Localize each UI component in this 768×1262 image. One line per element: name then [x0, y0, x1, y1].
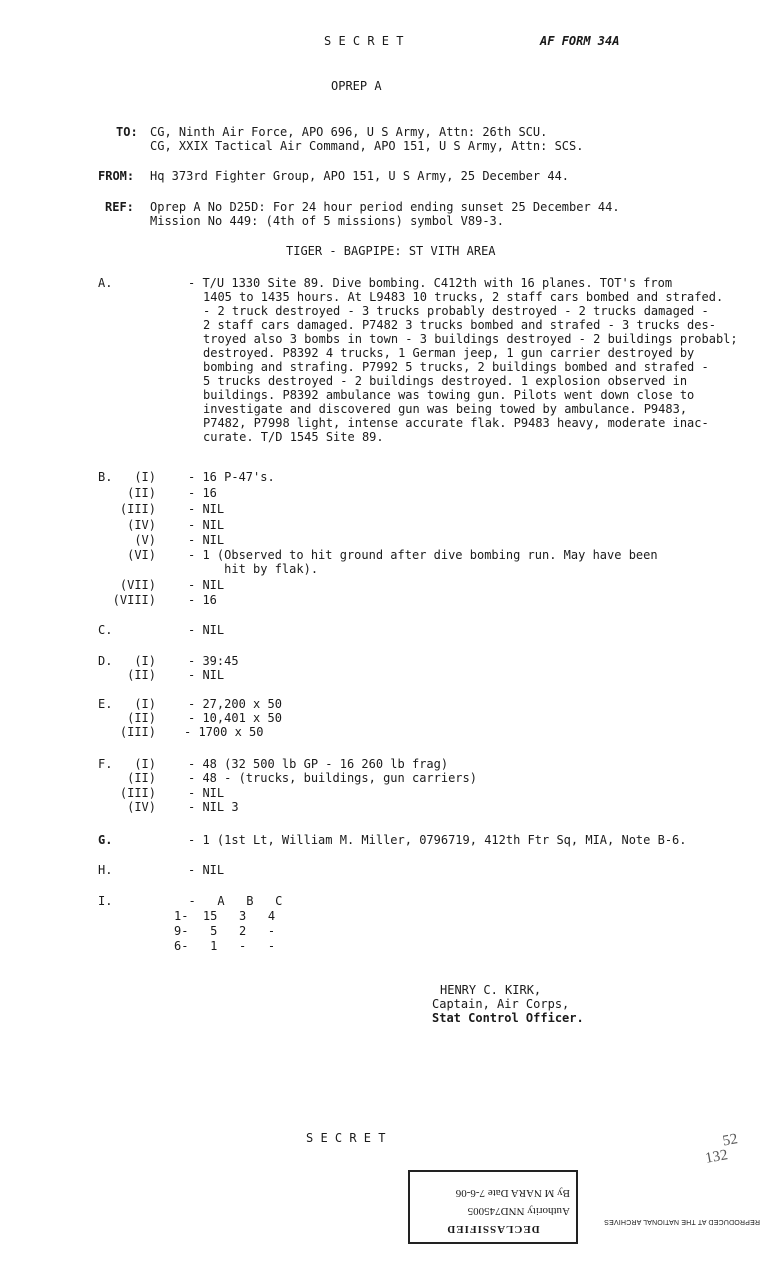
form-id: AF FORM 34A: [540, 34, 620, 48]
section-a-line: troyed also 3 bombs in town - 3 buildings destroyed - 2 buildings probabl;: [203, 332, 738, 346]
section-b-num: (VI): [127, 548, 156, 562]
section-d-label: D.: [98, 654, 113, 668]
classification-footer: S E C R E T: [306, 1131, 386, 1145]
section-a-line: buildings. P8392 ambulance was towing gun. Pilots went down close to: [203, 388, 695, 402]
section-e-num: (II): [127, 711, 156, 725]
section-b-num: (III): [119, 502, 156, 516]
section-b-text: - NIL: [188, 518, 225, 532]
section-b-num: (VIII): [112, 593, 156, 607]
section-i-row: 1- 15 3 4: [174, 909, 276, 923]
to-line-2: CG, XXIX Tactical Air Command, APO 151, U S Army, Attn: SCS.: [150, 139, 584, 153]
ref-label: REF:: [105, 200, 134, 214]
section-a-line: 2 staff cars damaged. P7482 3 trucks bombed and strafed - 3 trucks des-: [203, 318, 716, 332]
section-b-text: - NIL: [188, 533, 225, 547]
section-b-num: (I): [134, 470, 156, 484]
section-a-line: 5 trucks destroyed - 2 buildings destroyed. 1 explosion observed in: [203, 374, 688, 388]
section-b-text: hit by flak).: [188, 562, 319, 576]
section-a-line: 1405 to 1435 hours. At L9483 10 trucks, 2 staff cars bombed and strafed.: [203, 290, 724, 304]
page-number: 52: [721, 1131, 739, 1150]
section-e-num: (III): [119, 725, 156, 739]
section-b-text: - 16: [188, 486, 217, 500]
stamp-title: DECLASSIFIED: [446, 1223, 540, 1235]
section-b-text: - 1 (Observed to hit ground after dive bombing run. May have been: [188, 548, 658, 562]
section-f-num: (II): [127, 771, 156, 785]
section-c-label: C.: [98, 623, 113, 637]
from-text: Hq 373rd Fighter Group, APO 151, U S Army, 25 December 44.: [150, 169, 570, 183]
signature-name: HENRY C. KIRK,: [440, 983, 542, 997]
archives-note: REPRODUCED AT THE NATIONAL ARCHIVES: [604, 1218, 760, 1225]
declassified-stamp: [408, 1170, 578, 1244]
section-e-text: - 10,401 x 50: [188, 711, 282, 725]
signature-title: Stat Control Officer.: [432, 1011, 584, 1025]
section-i-label: I.: [98, 894, 113, 908]
stamp-authority: Authority NND745005: [467, 1205, 570, 1217]
report-title: OPREP A: [331, 79, 382, 93]
section-d-text: - NIL: [188, 668, 225, 682]
section-b-num: (IV): [127, 518, 156, 532]
section-f-text: - NIL 3: [188, 800, 239, 814]
subject-line: TIGER - BAGPIPE: ST VITH AREA: [286, 244, 496, 258]
section-b-text: - NIL: [188, 502, 225, 516]
to-line-1: CG, Ninth Air Force, APO 696, U S Army, Attn: 26th SCU.: [150, 125, 548, 139]
section-d-num: (II): [127, 668, 156, 682]
section-f-text: - 48 - (trucks, buildings, gun carriers): [188, 771, 477, 785]
section-b-text: - 16: [188, 593, 217, 607]
section-f-label: F.: [98, 757, 113, 771]
section-a-label: A.: [98, 276, 113, 290]
section-a-line: - T/U 1330 Site 89. Dive bombing. C412th with 16 planes. TOT's from: [188, 276, 673, 290]
section-e-label: E.: [98, 697, 113, 711]
section-f-num: (III): [119, 786, 156, 800]
section-a-line: investigate and discovered gun was being towed by ambulance. P9483,: [203, 402, 688, 416]
section-f-text: - 48 (32 500 lb GP - 16 260 lb frag): [188, 757, 449, 771]
section-a-line: - 2 truck destroyed - 3 trucks probably destroyed - 2 trucks damaged -: [203, 304, 709, 318]
section-b-num: (II): [127, 486, 156, 500]
section-e-text: - 27,200 x 50: [188, 697, 282, 711]
signature-rank: Captain, Air Corps,: [432, 997, 570, 1011]
section-b-num: (VII): [119, 578, 156, 592]
to-label: TO:: [116, 125, 138, 139]
classification-header: S E C R E T: [324, 34, 404, 48]
ref-line-2: Mission No 449: (4th of 5 missions) symbol V89-3.: [150, 214, 505, 228]
section-c-text: - NIL: [188, 623, 225, 637]
section-i-row: 9- 5 2 -: [174, 924, 276, 938]
section-f-text: - NIL: [188, 786, 225, 800]
section-d-text: - 39:45: [188, 654, 239, 668]
section-e-num: (I): [134, 697, 156, 711]
ref-line-1: Oprep A No D25D: For 24 hour period ending sunset 25 December 44.: [150, 200, 620, 214]
section-d-num: (I): [134, 654, 156, 668]
section-a-line: P7482, P7998 light, intense accurate flak. P9483 heavy, moderate inac-: [203, 416, 709, 430]
section-h-text: - NIL: [188, 863, 225, 877]
section-g-text: - 1 (1st Lt, William M. Miller, 0796719, 412th Ftr Sq, MIA, Note B-6.: [188, 833, 687, 847]
from-label: FROM:: [98, 169, 135, 183]
section-i-row: 6- 1 - -: [174, 939, 276, 953]
section-a-line: bombing and strafing. P7992 5 trucks, 2 buildings bombed and strafed -: [203, 360, 709, 374]
section-a-line: destroyed. P8392 4 trucks, 1 German jeep, 1 gun carrier destroyed by: [203, 346, 695, 360]
section-g-label: G.: [98, 833, 113, 847]
section-b-text: - 16 P-47's.: [188, 470, 275, 484]
handwritten-page-number: [702, 1132, 741, 1166]
section-e-text: - 1700 x 50: [184, 725, 264, 739]
section-b-text: - NIL: [188, 578, 225, 592]
page-number: 132: [704, 1147, 730, 1167]
section-b-num: (V): [134, 533, 156, 547]
section-i-row: - A B C: [174, 894, 283, 908]
section-b-label: B.: [98, 470, 113, 484]
stamp-by: By M NARA Date 7-6-06: [455, 1187, 570, 1199]
section-h-label: H.: [98, 863, 113, 877]
section-a-line: curate. T/D 1545 Site 89.: [203, 430, 384, 444]
section-f-num: (I): [134, 757, 156, 771]
section-f-num: (IV): [127, 800, 156, 814]
